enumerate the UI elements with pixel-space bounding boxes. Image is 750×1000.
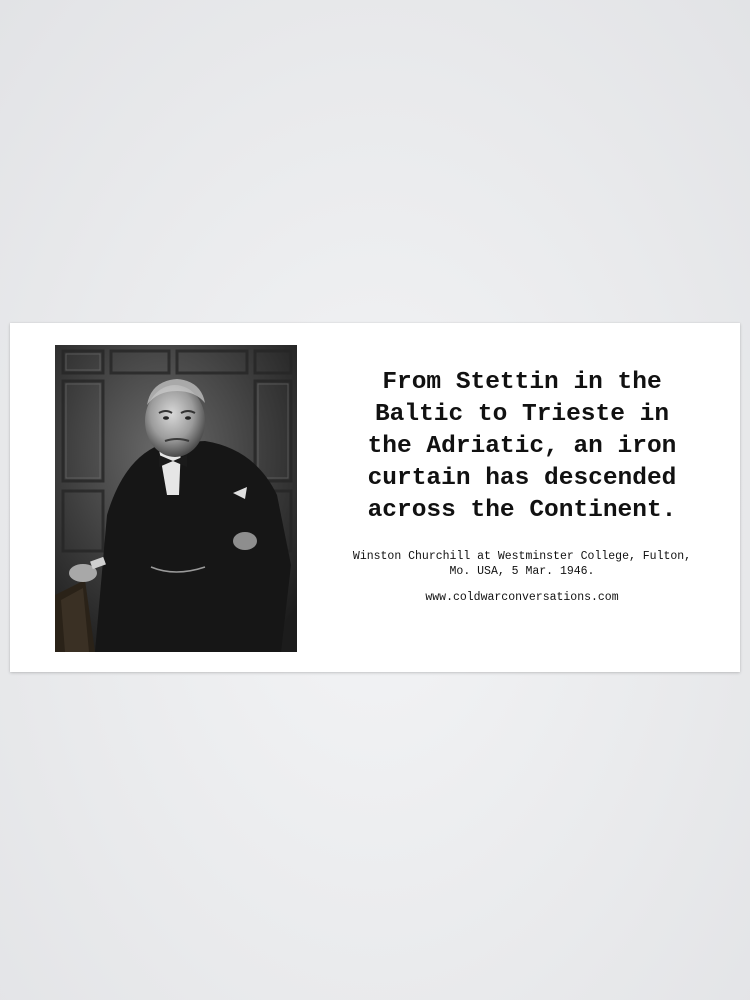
quote-line: Baltic to Trieste in <box>374 401 670 428</box>
portrait-photo <box>55 345 297 652</box>
quote-line: curtain has descended <box>367 465 677 492</box>
poster <box>10 323 740 672</box>
attribution <box>315 549 729 579</box>
website-url: www.coldwarconversations.com <box>425 591 619 604</box>
quote-block <box>315 367 729 605</box>
quote-line: From Stettin in the <box>382 369 662 396</box>
attribution-line: Mo. USA, 5 Mar. 1946. <box>449 565 595 578</box>
attribution-line: Winston Churchill at Westminster College, Fulton, <box>352 550 692 563</box>
quote-text <box>315 367 729 527</box>
quote-line: across the Continent. <box>367 497 677 524</box>
quote-line: the Adriatic, an iron <box>367 433 677 460</box>
